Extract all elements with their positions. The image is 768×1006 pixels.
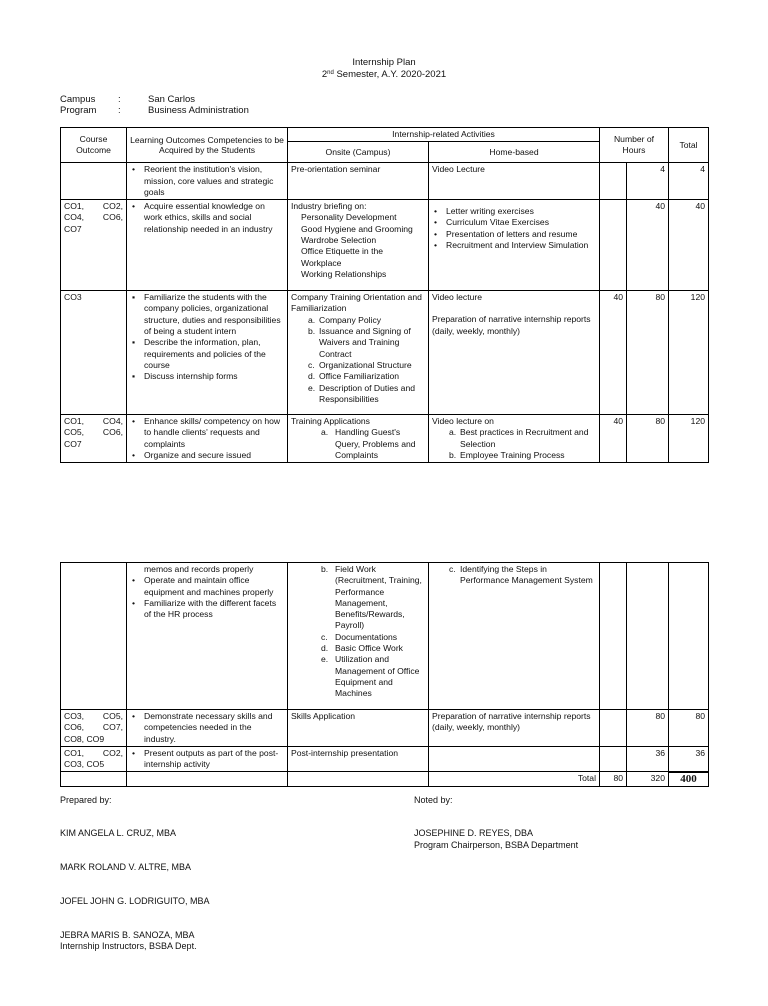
header-home: Home-based <box>429 142 600 163</box>
hours-cell-1 <box>600 163 627 200</box>
home-cell <box>429 200 600 291</box>
list-item <box>291 360 425 371</box>
learning-outcome-cell <box>127 710 288 747</box>
header-hours: Number of Hours <box>600 128 669 163</box>
onsite-title: Industry briefing on: <box>291 201 367 212</box>
onsite-cell: Skills Application <box>288 710 429 747</box>
hours-cell-1 <box>600 746 627 772</box>
list-item <box>291 564 425 632</box>
table-row <box>61 200 709 291</box>
program-label: Program <box>60 105 97 116</box>
table-row <box>61 746 709 772</box>
list-text: Office Familiarization <box>319 371 400 382</box>
list-item: • Operate and maintain office equipment and machines properly <box>130 575 284 598</box>
list-marker: c. <box>308 359 315 370</box>
table-row <box>61 415 709 463</box>
list-item: ▪ Describe the information, plan, requirements and policies of the course <box>130 337 284 371</box>
list-text: Basic Office Work <box>335 643 403 654</box>
total-cell: 80 <box>669 710 709 747</box>
total-cell: 36 <box>669 746 709 772</box>
list-item: • Organize and secure issued <box>130 450 284 461</box>
list-item: • Familiarize with the different facets of the HR process <box>130 598 284 621</box>
total-cell: 4 <box>669 163 709 200</box>
onsite-cell <box>288 200 429 291</box>
list-item: • Acquire essential knowledge on work ethics, skills and social relationship needed in an industry <box>130 201 284 235</box>
noter-name: JOSEPHINE D. REYES, DBA <box>414 828 534 838</box>
list-marker: c. <box>321 631 328 642</box>
list-text: Field Work (Recruitment, Training, Performance Management, Benefits/Rewards, Payroll) <box>335 564 422 631</box>
course-outcome-cell: CO1, CO4, CO5, CO6, CO7 <box>61 415 127 463</box>
list-text: Description of Duties and Responsibilities <box>319 382 416 404</box>
preparers-role: Internship Instructors, BSBA Dept. <box>60 941 197 951</box>
hours-cell-1 <box>600 563 627 710</box>
totals-row <box>61 772 709 787</box>
list-marker: d. <box>308 371 316 382</box>
campus-label: Campus <box>60 94 96 105</box>
list-item: • Enhance skills/ competency on how to handle clients' requests and complaints <box>130 416 284 450</box>
header-onsite: Onsite (Campus) <box>288 142 429 163</box>
list-item <box>291 643 425 654</box>
hours-cell-2: 4 <box>627 163 669 200</box>
list-item: • Present outputs as part of the post-internship activity <box>130 748 284 771</box>
list-item <box>432 427 596 450</box>
list-item: Good Hygiene and Grooming <box>301 223 413 234</box>
home-cell <box>429 415 600 463</box>
hours-cell-2: 40 <box>627 200 669 291</box>
learning-outcome-cell <box>127 200 288 291</box>
hours-cell-1: 40 <box>600 291 627 415</box>
course-outcome-cell: CO1, CO2, CO3, CO5 <box>61 746 127 772</box>
internship-plan-table-page2 <box>60 562 709 787</box>
noter-role: Program Chairperson, BSBA Department <box>414 840 579 850</box>
onsite-cell: Pre-orientation seminar <box>288 163 429 200</box>
hours-cell-2: 36 <box>627 746 669 772</box>
home-text: Video lecture <box>432 292 483 303</box>
home-cell <box>429 563 600 710</box>
total-label: Total <box>429 772 600 787</box>
table-row <box>61 291 709 415</box>
total-hours-1: 80 <box>600 772 627 787</box>
header-activities: Internship-related Activities <box>288 128 600 142</box>
learning-outcome-cell <box>127 291 288 415</box>
list-item <box>291 654 425 699</box>
course-outcome-cell <box>61 163 127 200</box>
total-hours-2: 320 <box>627 772 669 787</box>
onsite-title: Company Training Orientation and Familiarization <box>291 292 422 314</box>
list-text: Identifying the Steps in Performance Management System <box>460 564 593 586</box>
list-item: • Curriculum Vitae Exercises <box>432 217 596 228</box>
course-outcome-cell <box>61 563 127 710</box>
list-item <box>291 427 425 461</box>
document-title: Internship Plan <box>352 57 416 68</box>
total-cell: 40 <box>669 200 709 291</box>
hours-cell-2 <box>627 563 669 710</box>
onsite-cell <box>288 291 429 415</box>
noted-by-label: Noted by: <box>414 795 453 805</box>
home-text-2: Preparation of narrative internship reports (daily, weekly, monthly) <box>432 314 591 336</box>
hours-cell-1: 40 <box>600 415 627 463</box>
semester-rest: Semester, A.Y. 2020-2021 <box>333 69 447 80</box>
learning-outcome-cell <box>127 746 288 772</box>
hours-cell-1 <box>600 710 627 747</box>
list-marker: b. <box>308 326 316 337</box>
list-text: Issuance and Signing of Waivers and Training Contract <box>319 326 411 359</box>
hours-cell-2: 80 <box>627 291 669 415</box>
course-outcome-cell: CO3 <box>61 291 127 415</box>
header-learning-outcomes: Learning Outcomes Competencies to be Acquired by the Students <box>127 128 288 163</box>
list-text: Utilization and Management of Office Equipment and Machines <box>335 654 420 699</box>
learning-outcome-cell <box>127 163 288 200</box>
list-marker: d. <box>321 643 329 654</box>
empty-cell <box>288 772 429 787</box>
list-item <box>291 383 425 406</box>
list-item <box>291 371 425 382</box>
total-cell: 120 <box>669 291 709 415</box>
list-item: ▪ Discuss internship forms <box>130 371 284 382</box>
list-item: Wardrobe Selection <box>301 235 377 246</box>
onsite-cell <box>288 415 429 463</box>
list-item <box>432 450 596 461</box>
home-cell <box>429 746 600 772</box>
list-item: • Letter writing exercises <box>432 206 596 217</box>
list-marker: b. <box>321 564 329 574</box>
home-title: Video lecture on <box>432 416 494 427</box>
empty-cell <box>127 772 288 787</box>
list-item <box>291 632 425 643</box>
document-subtitle <box>0 69 768 81</box>
program-colon: : <box>118 105 121 116</box>
list-marker: a. <box>449 427 457 438</box>
prepared-by-label: Prepared by: <box>60 795 112 805</box>
list-item: Personality Development <box>301 212 397 223</box>
list-marker: a. <box>321 427 329 438</box>
list-marker: e. <box>308 382 316 393</box>
preparer-name-3: JOFEL JOHN G. LODRIGUITO, MBA <box>60 896 210 906</box>
list-item <box>291 326 425 360</box>
list-item-continued: memos and records properly <box>144 564 254 574</box>
onsite-title: Training Applications <box>291 416 370 427</box>
list-text: Documentations <box>335 631 398 642</box>
preparer-name-4: JEBRA MARIS B. SANOZA, MBA <box>60 930 195 940</box>
preparer-name-1: KIM ANGELA L. CRUZ, MBA <box>60 828 177 838</box>
list-item: Office Etiquette in the Workplace <box>301 246 384 268</box>
home-cell: Video Lecture <box>429 163 600 200</box>
list-marker: c. <box>449 564 456 574</box>
list-marker: b. <box>449 450 457 461</box>
hours-cell-1 <box>600 200 627 291</box>
list-marker: e. <box>321 654 329 665</box>
home-cell: Preparation of narrative internship reports (daily, weekly, monthly) <box>429 710 600 747</box>
list-text: Employee Training Process <box>460 450 565 461</box>
list-item: • Recruitment and Interview Simulation <box>432 240 596 251</box>
list-item: ▪ Familiarize the students with the company policies, organizational structure, duties and responsibilities of being a student intern <box>130 292 284 337</box>
semester-number: 2 <box>321 69 328 80</box>
grand-total: 400 <box>669 772 709 787</box>
list-item: Working Relationships <box>301 268 387 279</box>
list-text: Company Policy <box>319 314 382 325</box>
empty-cell <box>61 772 127 787</box>
table-row <box>61 710 709 747</box>
list-item: • Reorient the institution's vision, mission, core values and strategic goals <box>130 164 284 198</box>
header-total: Total <box>669 128 709 163</box>
learning-outcome-cell <box>127 415 288 463</box>
list-item <box>291 315 425 326</box>
total-cell: 120 <box>669 415 709 463</box>
onsite-cell: Post-internship presentation <box>288 746 429 772</box>
home-cell <box>429 291 600 415</box>
hours-cell-2: 80 <box>627 710 669 747</box>
list-text: Handling Guest's Query, Problems and Complaints <box>335 427 416 461</box>
campus-colon: : <box>118 94 121 105</box>
list-text: Best practices in Recruitment and Selection <box>460 427 589 449</box>
list-text: Organizational Structure <box>319 359 412 370</box>
header-course-outcome: Course Outcome <box>61 128 127 163</box>
total-cell <box>669 563 709 710</box>
campus-value: San Carlos <box>148 94 195 105</box>
course-outcome-cell: CO3, CO5, CO6, CO7, CO8, CO9 <box>61 710 127 747</box>
learning-outcome-cell <box>127 563 288 710</box>
hours-cell-2: 80 <box>627 415 669 463</box>
internship-plan-table-page1 <box>60 127 709 463</box>
list-item: • Demonstrate necessary skills and competencies needed in the industry. <box>130 711 284 745</box>
list-marker: a. <box>308 314 316 325</box>
program-value: Business Administration <box>148 105 249 116</box>
semester-suffix: nd <box>327 70 334 76</box>
list-item: • Presentation of letters and resume <box>432 229 596 240</box>
table-row <box>61 563 709 710</box>
onsite-cell <box>288 563 429 710</box>
course-outcome-cell: CO1, CO2, CO4, CO6, CO7 <box>61 200 127 291</box>
table-row <box>61 163 709 200</box>
list-item <box>432 564 596 587</box>
preparer-name-2: MARK ROLAND V. ALTRE, MBA <box>60 862 192 872</box>
